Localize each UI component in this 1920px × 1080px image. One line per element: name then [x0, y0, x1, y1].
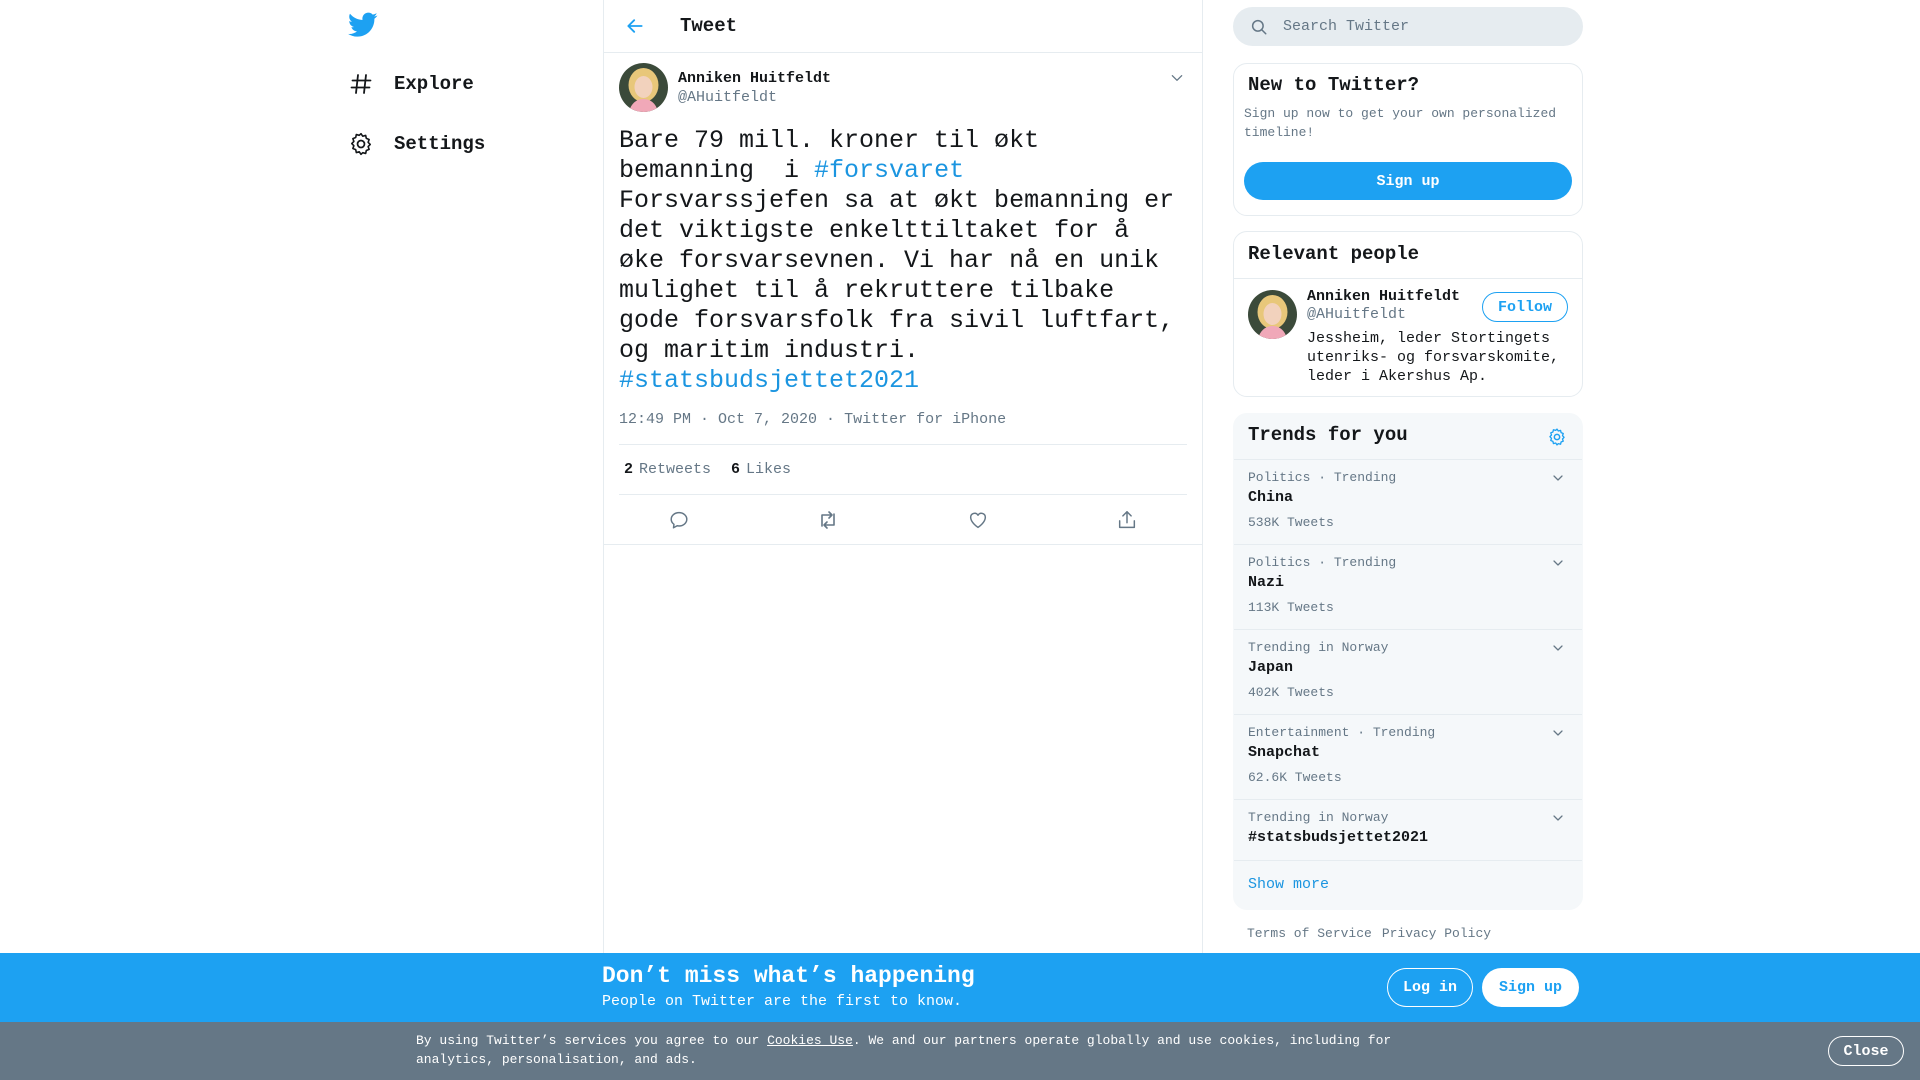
tweet-actions — [604, 495, 1202, 545]
trend-category: Trending in Norway — [1248, 810, 1389, 825]
cookie-banner — [0, 1022, 1920, 1080]
column-header — [604, 0, 1202, 53]
hashtag-icon — [346, 69, 376, 99]
author-handle[interactable]: @AHuitfeldt — [678, 89, 778, 106]
tweet-detail — [604, 53, 1202, 545]
tweet-text — [619, 126, 1189, 396]
chevron-down-icon[interactable] — [1548, 553, 1568, 573]
trends-card — [1233, 413, 1583, 910]
retweet-icon[interactable] — [810, 502, 846, 538]
trend-name: Snapchat — [1248, 744, 1321, 761]
trend-item[interactable] — [1234, 544, 1582, 629]
promo-subtitle: People on Twitter are the first to know. — [602, 993, 963, 1010]
trend-item[interactable] — [1234, 714, 1582, 799]
trend-count: 402K Tweets — [1248, 685, 1334, 700]
nav-item-label: Explore — [394, 73, 474, 95]
nav-item-label: Settings — [394, 133, 486, 155]
tweet-meta — [619, 411, 1187, 445]
gear-icon[interactable] — [1546, 426, 1568, 448]
person-handle[interactable]: @AHuitfeldt — [1307, 306, 1407, 323]
cookie-close-button[interactable]: Close — [1828, 1036, 1904, 1066]
likes-label: Likes — [746, 461, 792, 478]
trend-name: Japan — [1248, 659, 1294, 676]
nav-item-explore[interactable] — [346, 64, 474, 104]
trend-name: Nazi — [1248, 574, 1285, 591]
signup-description: Sign up now to get your own personalized timeline! — [1244, 106, 1557, 140]
author-name[interactable]: Anniken Huitfeldt — [678, 70, 832, 87]
signup-button[interactable]: Sign up — [1482, 968, 1579, 1007]
trend-item[interactable] — [1234, 459, 1582, 544]
likes-stat[interactable] — [731, 461, 791, 478]
footer-links — [1247, 926, 1501, 941]
relevant-person[interactable] — [1234, 278, 1582, 397]
tweet-timestamp[interactable]: 12:49 PM · Oct 7, 2020 — [619, 411, 818, 428]
privacy-link[interactable]: Privacy Policy — [1381, 926, 1492, 941]
trend-name: China — [1248, 489, 1294, 506]
trend-item[interactable] — [1234, 629, 1582, 714]
trend-count: 113K Tweets — [1248, 600, 1334, 615]
cookie-text-part: By using Twitter’s services you agree to our — [416, 1033, 768, 1048]
avatar[interactable] — [619, 63, 668, 112]
chevron-down-icon[interactable] — [1166, 67, 1188, 89]
signup-promo-banner — [0, 953, 1920, 1022]
retweets-stat[interactable] — [624, 461, 711, 478]
author-names — [678, 70, 831, 107]
sidebar-signup-button[interactable]: Sign up — [1244, 162, 1572, 200]
retweets-count: 2 — [624, 461, 634, 478]
gear-icon — [346, 129, 376, 159]
search-box[interactable] — [1233, 7, 1583, 46]
twitter-logo-icon[interactable] — [348, 12, 380, 44]
tweet-author[interactable] — [619, 63, 1187, 113]
cookies-use-link[interactable]: Cookies Use — [767, 1033, 853, 1048]
likes-count: 6 — [731, 461, 741, 478]
trend-count: 538K Tweets — [1248, 515, 1334, 530]
main-column — [603, 0, 1203, 1080]
cookie-text-part: . We and our partners operate globally and use cookies, including for analytics, personalisation, and ads. — [416, 1033, 1392, 1067]
new-to-twitter-card — [1233, 63, 1583, 216]
reply-icon[interactable] — [661, 502, 697, 538]
hashtag-link[interactable]: #statsbudsjettet2021 — [619, 366, 920, 395]
chevron-down-icon[interactable] — [1548, 723, 1568, 743]
trend-name: #statsbudsjettet2021 — [1248, 829, 1429, 846]
trend-category: Trending in Norway — [1248, 640, 1389, 655]
trend-category: Politics · Trending — [1248, 555, 1397, 570]
tweet-source[interactable]: Twitter for iPhone — [844, 411, 1007, 428]
hashtag-link[interactable]: #forsvaret — [814, 156, 965, 185]
tweet-stats — [619, 445, 1187, 495]
search-input[interactable] — [1283, 18, 1563, 35]
avatar[interactable] — [1248, 290, 1297, 339]
trend-count: 62.6K Tweets — [1248, 770, 1342, 785]
page-title: Tweet — [680, 15, 738, 37]
trends-header — [1234, 414, 1582, 459]
chevron-down-icon[interactable] — [1548, 468, 1568, 488]
retweets-label: Retweets — [639, 461, 712, 478]
terms-link[interactable]: Terms of Service — [1247, 926, 1372, 941]
back-arrow-icon[interactable] — [620, 11, 650, 41]
search-icon — [1249, 17, 1269, 37]
chevron-down-icon[interactable] — [1548, 808, 1568, 828]
show-more-link[interactable]: Show more — [1234, 860, 1582, 908]
tweet-text-part: Bare 79 mill. kroner til økt bemanning i — [619, 126, 1055, 185]
nav-item-settings[interactable] — [346, 124, 485, 164]
login-button[interactable]: Log in — [1387, 968, 1473, 1007]
share-icon[interactable] — [1109, 502, 1145, 538]
promo-title: Don’t miss what’s happening — [602, 963, 975, 989]
trend-item[interactable] — [1234, 799, 1582, 860]
cookie-text — [416, 1031, 1426, 1069]
chevron-down-icon[interactable] — [1548, 638, 1568, 658]
relevant-people-card — [1233, 231, 1583, 397]
meta-separator: · — [817, 411, 845, 428]
trend-category: Politics · Trending — [1248, 470, 1397, 485]
card-title: Trends for you — [1248, 424, 1408, 446]
tweet-text-part: Forsvarssjefen sa at økt bemanning er det viktigste enkelttiltaket for å øke forsvarsevnen. Vi har nå en unik mulighet til å rekruttere tilbake gode forsvarsfolk fra sivil luftfart, og maritim industri. — [619, 156, 1190, 365]
follow-button[interactable]: Follow — [1482, 292, 1568, 322]
person-name[interactable]: Anniken Huitfeldt — [1307, 288, 1461, 305]
trend-category: Entertainment · Trending — [1248, 725, 1436, 740]
card-title: New to Twitter? — [1248, 74, 1420, 96]
person-bio: Jessheim, leder Stortingets utenriks- og forsvarskomite, leder i Akershus Ap. — [1307, 330, 1560, 385]
like-heart-icon[interactable] — [960, 502, 996, 538]
card-title: Relevant people — [1248, 243, 1420, 265]
